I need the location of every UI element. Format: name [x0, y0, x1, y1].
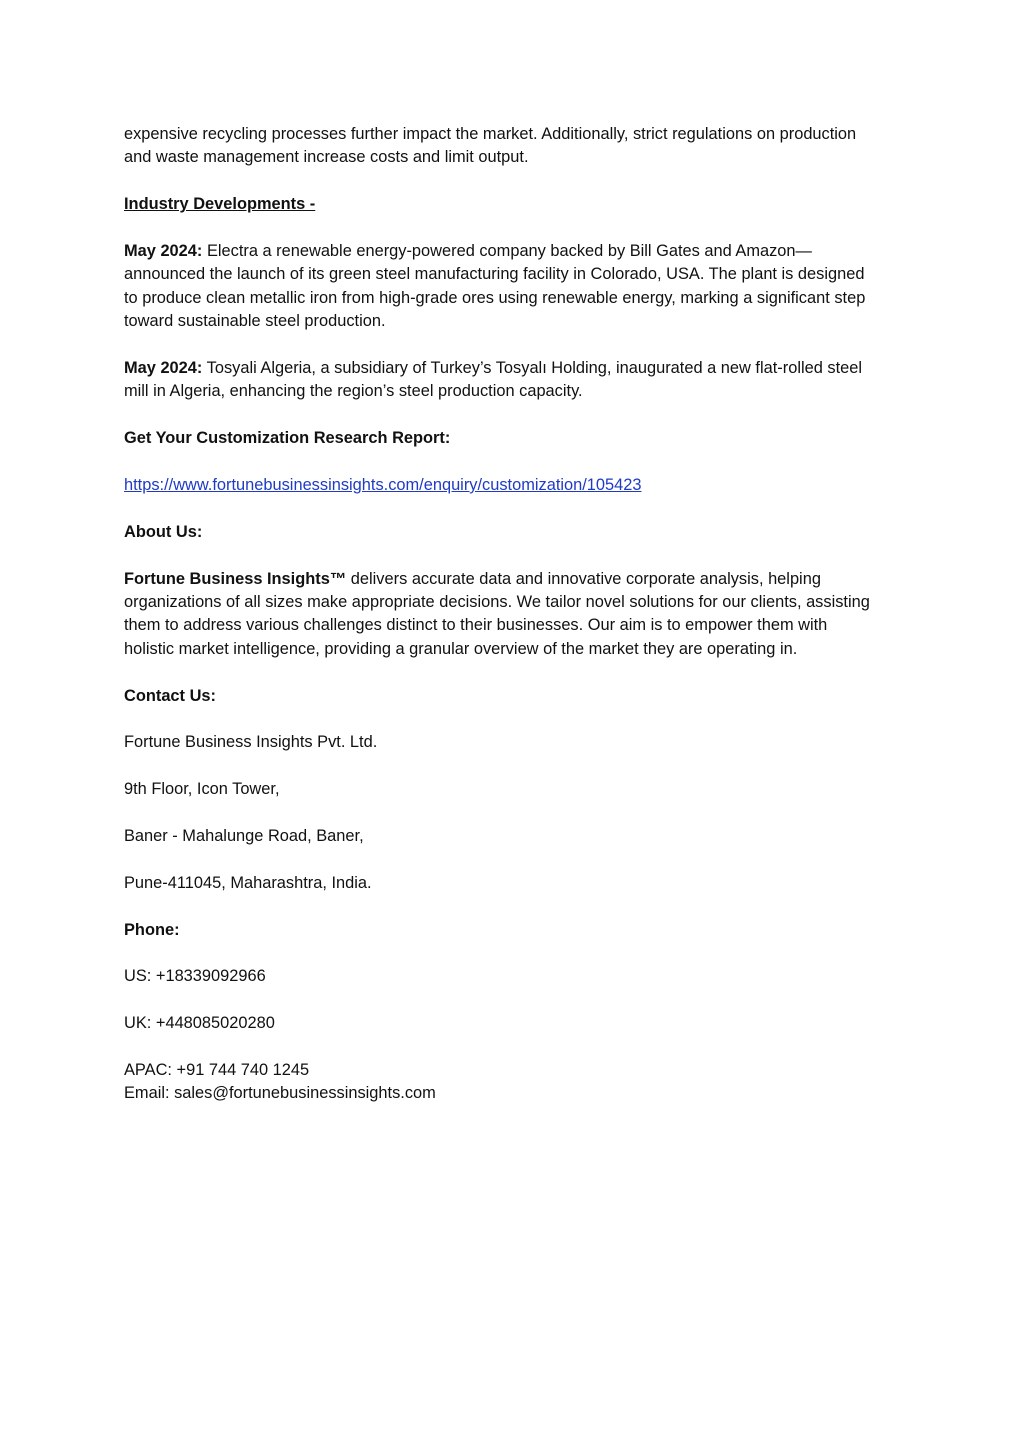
phone-apac: APAC: +91 744 740 1245	[124, 1061, 310, 1079]
development-date: May 2024:	[124, 359, 203, 378]
customization-link-line	[124, 474, 874, 497]
intro-paragraph: expensive recycling processes further impact the market. Additionally, strict regulations on production and waste management increase costs and limit output.	[124, 125, 857, 167]
address-line: Baner - Mahalunge Road, Baner,	[124, 827, 364, 846]
address-line: 9th Floor, Icon Tower,	[124, 780, 280, 799]
contact-heading: Contact Us:	[124, 686, 216, 705]
about-heading: About Us:	[124, 522, 203, 541]
development-date: May 2024:	[124, 242, 203, 260]
phone-us: US: +18339092966	[124, 967, 266, 986]
address-line: Pune-411045, Maharashtra, India.	[124, 873, 372, 892]
phone-heading: Phone:	[124, 920, 180, 939]
about-company-name: Fortune Business Insights™	[124, 569, 347, 588]
development-item	[124, 357, 874, 404]
about-text: delivers accurate data and innovative corporate analysis, helping organizations of all sizes make appropriate decisions. We tailor novel solutions for our clients, assisting them to address various challenges distinct to their businesses. Our aim is to empower them with holistic market intelligence, providing a granular overview of the market they are operating in.	[124, 569, 870, 658]
about-paragraph	[124, 568, 874, 662]
development-text: Electra a renewable energy-powered company backed by Bill Gates and Amazon—announced the launch of its green steel manufacturing facility in Colorado, USA. The plant is designed to produce clean metallic iron from high-grade ores using renewable energy, marking a significant step toward sustainable steel production.	[124, 242, 866, 331]
phone-uk: UK: +448085020280	[124, 1014, 275, 1033]
development-item	[124, 240, 874, 334]
customization-link[interactable]: https://www.fortunebusinessinsights.com/enquiry/customization/105423	[124, 476, 642, 495]
development-text: Tosyali Algeria, a subsidiary of Turkey’s Tosyalı Holding, inaugurated a new flat-rolled steel mill in Algeria, enhancing the region’s steel production capacity.	[124, 359, 863, 401]
customization-heading: Get Your Customization Research Report:	[124, 429, 451, 448]
email-line: Email: sales@fortunebusinessinsights.com	[124, 1084, 436, 1103]
address-line: Fortune Business Insights Pvt. Ltd.	[124, 733, 378, 752]
industry-developments-heading: Industry Developments -	[124, 195, 316, 214]
